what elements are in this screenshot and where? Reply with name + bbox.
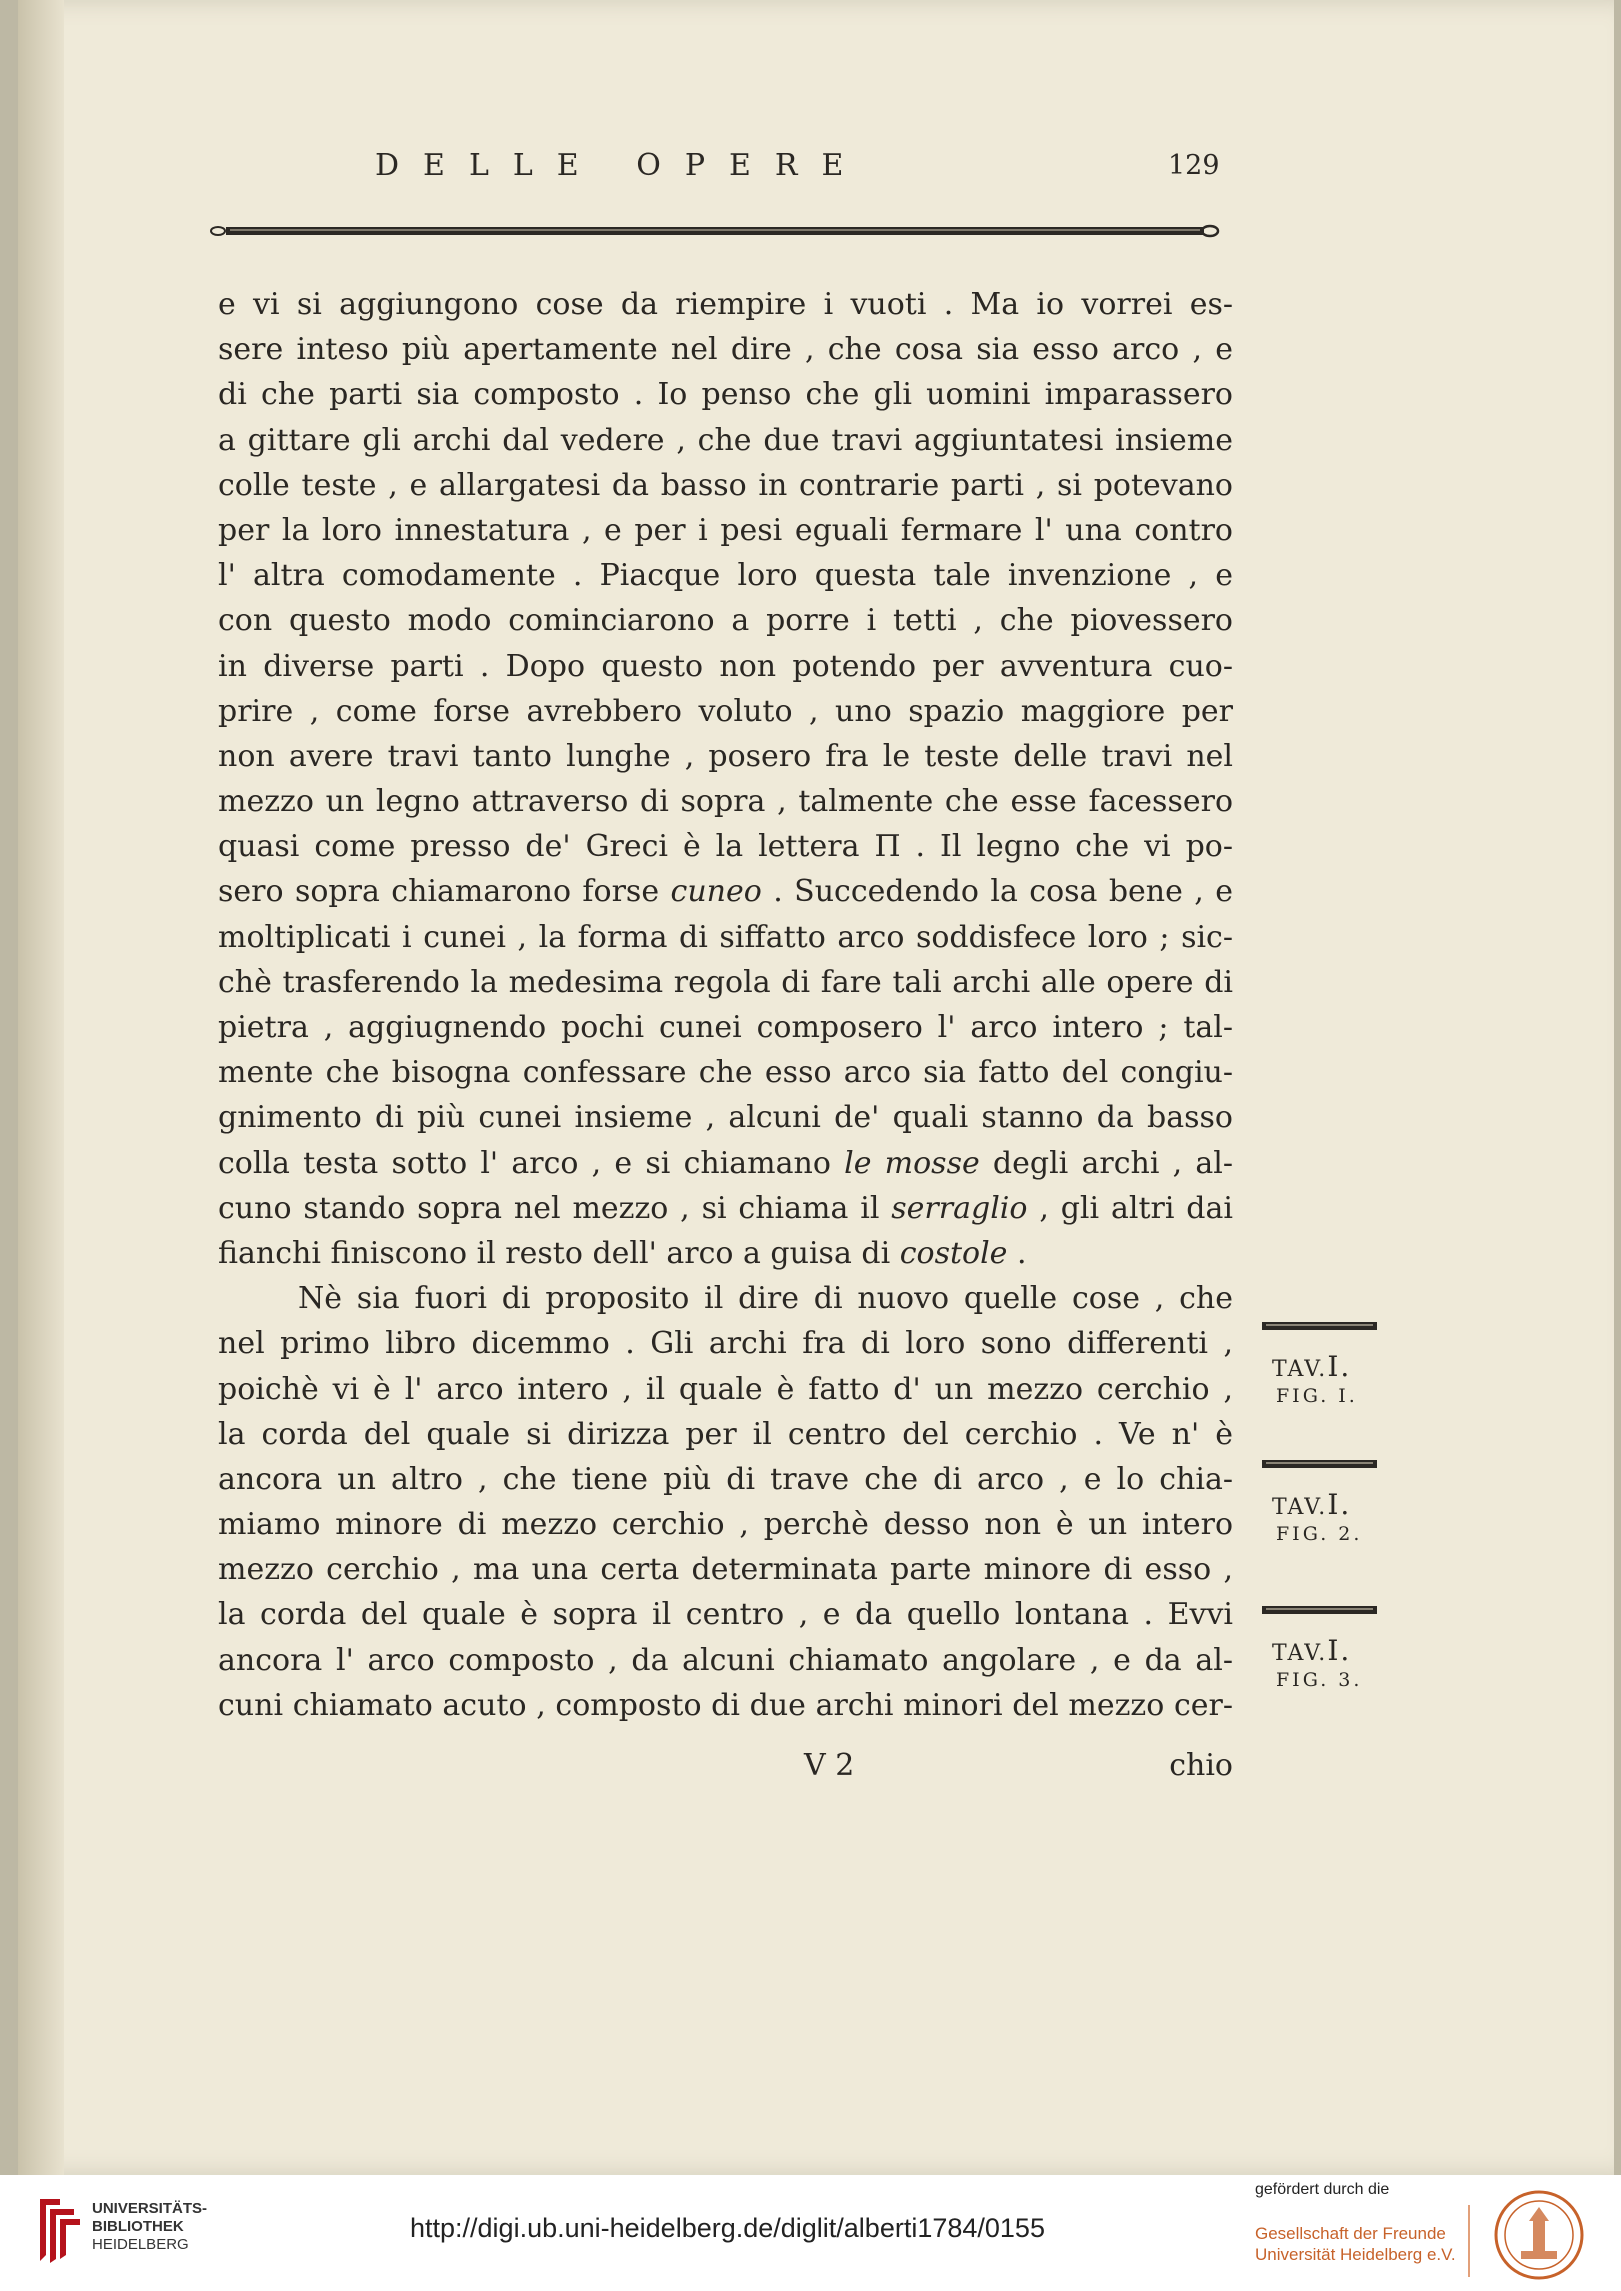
text-segment: degli archi , al- bbox=[979, 1145, 1233, 1181]
text-segment: miamo minore di mezzo cerchio , perchè desso non è un intero bbox=[218, 1507, 1233, 1543]
viewer-footer bbox=[0, 2175, 1621, 2291]
tav-label: TAV. bbox=[1272, 1641, 1328, 1666]
library-name-line3: HEIDELBERG bbox=[92, 2236, 189, 2253]
text-line bbox=[218, 553, 1233, 598]
text-segment: non avere travi tanto lunghe , posero fra le teste delle travi nel bbox=[218, 738, 1233, 774]
text-line bbox=[218, 282, 1233, 327]
italic-term: serraglio bbox=[891, 1190, 1028, 1226]
text-segment: a gittare gli archi dal vedere , che due travi aggiuntatesi insieme bbox=[218, 422, 1233, 458]
text-line bbox=[218, 1141, 1233, 1186]
text-line bbox=[218, 1592, 1233, 1637]
sponsor-divider bbox=[1468, 2205, 1470, 2277]
text-segment: Nè sia fuori di proposito il dire di nuovo quelle cose , che bbox=[298, 1281, 1233, 1317]
fig-label: FIG. I. bbox=[1276, 1385, 1358, 1407]
text-line bbox=[218, 508, 1233, 553]
text-segment: prire , come forse avrebbero voluto , uno spazio maggiore per bbox=[218, 693, 1233, 729]
text-segment: la corda del quale si dirizza per il centro del cerchio . Ve n' è bbox=[218, 1416, 1233, 1452]
text-line bbox=[218, 1457, 1233, 1502]
text-segment: fianchi finiscono il resto dell' arco a guisa di bbox=[218, 1235, 900, 1271]
text-line bbox=[218, 1321, 1233, 1366]
text-segment: sero sopra chiamarono forse bbox=[218, 874, 671, 910]
text-segment: . Succedendo la cosa bene , e bbox=[761, 874, 1233, 910]
text-line bbox=[218, 734, 1233, 779]
margin-note-fig3 bbox=[1262, 1604, 1382, 1691]
text-segment: colle teste , e allargatesi da basso in contrarie parti , si potevano bbox=[218, 467, 1233, 503]
tav-number: I. bbox=[1327, 1634, 1352, 1667]
text-segment: ancora l' arco composto , da alcuni chiamato angolare , e da al- bbox=[218, 1642, 1233, 1678]
library-logo-icon bbox=[30, 2195, 82, 2265]
sponsor-name-line2: Universität Heidelberg e.V. bbox=[1255, 2245, 1456, 2264]
text-line bbox=[218, 463, 1233, 508]
text-segment: gnimento di più cunei insieme , alcuni de' quali stanno da basso bbox=[218, 1100, 1233, 1136]
text-line bbox=[218, 372, 1233, 417]
text-line bbox=[218, 960, 1233, 1005]
tav-label: TAV. bbox=[1272, 1357, 1328, 1382]
text-line bbox=[218, 1547, 1233, 1592]
body-text bbox=[218, 282, 1233, 1728]
margin-rule bbox=[1262, 1320, 1377, 1332]
fig-label: FIG. 3. bbox=[1276, 1669, 1363, 1691]
text-line bbox=[218, 824, 1233, 869]
text-segment: sere inteso più apertamente nel dire , che cosa sia esso arco , e bbox=[218, 332, 1233, 368]
permalink-url[interactable]: http://digi.ub.uni-heidelberg.de/diglit/alberti1784/0155 bbox=[410, 2213, 1045, 2243]
text-line bbox=[218, 689, 1233, 734]
text-segment: nel primo libro dicemmo . Gli archi fra di loro sono differenti , bbox=[218, 1326, 1233, 1362]
text-segment: l' altra comodamente . Piacque loro questa tale invenzione , e bbox=[218, 558, 1233, 594]
margin-note-fig1 bbox=[1262, 1320, 1382, 1407]
running-head: DELLE OPERE bbox=[375, 148, 868, 183]
text-segment: chè trasferendo la medesima regola di fare tali archi alle opere di bbox=[218, 964, 1233, 1000]
italic-term: le mosse bbox=[844, 1145, 980, 1181]
fig-label: FIG. 2. bbox=[1276, 1523, 1363, 1545]
text-segment: cuni chiamato acuto , composto di due archi minori del mezzo cer- bbox=[218, 1687, 1233, 1723]
text-segment: , gli altri dai bbox=[1027, 1190, 1233, 1226]
tav-number: I. bbox=[1327, 1350, 1352, 1383]
text-line bbox=[218, 869, 1233, 914]
text-segment: la corda del quale è sopra il centro , e da quello lontana . Evvi bbox=[218, 1597, 1233, 1633]
page-footer-line bbox=[218, 1748, 1233, 1793]
text-segment: pietra , aggiugnendo pochi cunei composero l' arco intero ; tal- bbox=[218, 1010, 1233, 1045]
margin-note-fig2 bbox=[1262, 1458, 1382, 1545]
text-segment: cuno stando sopra nel mezzo , si chiama il bbox=[218, 1190, 892, 1226]
text-line bbox=[218, 1050, 1233, 1095]
italic-term: cuneo bbox=[670, 874, 762, 910]
text-segment: . bbox=[1007, 1235, 1027, 1271]
text-line bbox=[218, 1412, 1233, 1457]
sponsor-name-line1: Gesellschaft der Freunde bbox=[1255, 2224, 1446, 2243]
margin-rule bbox=[1262, 1604, 1377, 1616]
text-segment: con questo modo cominciarono a porre i tetti , che piovessero bbox=[218, 603, 1233, 639]
margin-rule bbox=[1262, 1458, 1377, 1470]
ornamental-rule bbox=[210, 224, 1220, 238]
text-line bbox=[218, 1502, 1233, 1547]
text-line bbox=[218, 1683, 1233, 1728]
text-line bbox=[218, 1005, 1233, 1050]
signature-mark: V 2 bbox=[804, 1748, 855, 1783]
italic-term: costole bbox=[899, 1235, 1008, 1271]
text-line bbox=[218, 418, 1233, 463]
text-line bbox=[218, 327, 1233, 372]
library-name bbox=[92, 2200, 207, 2254]
text-segment: di che parti sia composto . Io penso che gli uomini imparassero bbox=[218, 377, 1233, 413]
text-segment: mezzo cerchio , ma una certa determinata parte minore di esso , bbox=[218, 1552, 1233, 1588]
library-name-line1: UNIVERSITÄTS- bbox=[92, 2200, 208, 2217]
sponsor-name bbox=[1255, 2223, 1456, 2265]
tav-label: TAV. bbox=[1272, 1495, 1328, 1520]
text-segment: mezzo un legno attraverso di sopra , talmente che esse facessero bbox=[218, 784, 1233, 820]
page-number: 129 bbox=[1168, 150, 1220, 181]
page-gutter bbox=[18, 0, 64, 2175]
text-line bbox=[218, 915, 1233, 960]
sponsor-label: gefördert durch die bbox=[1255, 2181, 1390, 2198]
text-line bbox=[218, 1095, 1233, 1140]
text-segment: e vi si aggiungono cose da riempire i vuoti . Ma io vorrei es- bbox=[218, 287, 1233, 322]
text-segment: quasi come presso de' Greci è la lettera Π . Il legno che vi po- bbox=[218, 829, 1233, 865]
text-line bbox=[218, 1638, 1233, 1683]
text-segment: mente che bisogna confessare che esso arco sia fatto del congiu- bbox=[218, 1055, 1233, 1091]
text-line bbox=[218, 598, 1233, 643]
text-line bbox=[218, 1276, 1233, 1321]
text-segment: per la loro innestatura , e per i pesi eguali fermare l' una contro bbox=[218, 512, 1233, 548]
library-name-line2: BIBLIOTHEK bbox=[92, 2218, 184, 2235]
text-segment: in diverse parti . Dopo questo non potendo per avventura cuo- bbox=[218, 648, 1233, 684]
text-line bbox=[218, 1367, 1233, 1412]
text-line bbox=[218, 1186, 1233, 1231]
text-line bbox=[218, 779, 1233, 824]
text-segment: poichè vi è l' arco intero , il quale è fatto d' un mezzo cerchio , bbox=[218, 1371, 1233, 1407]
university-seal-icon bbox=[1493, 2189, 1585, 2281]
tav-number: I. bbox=[1327, 1488, 1352, 1521]
text-line bbox=[218, 1231, 1233, 1276]
text-line bbox=[218, 644, 1233, 689]
text-segment: ancora un altro , che tiene più di trave che di arco , e lo chia- bbox=[218, 1461, 1233, 1497]
text-segment: colla testa sotto l' arco , e si chiamano bbox=[218, 1145, 845, 1181]
text-segment: moltiplicati i cunei , la forma di siffatto arco soddisfece loro ; sic- bbox=[218, 919, 1233, 955]
catchword: chio bbox=[1169, 1748, 1233, 1783]
